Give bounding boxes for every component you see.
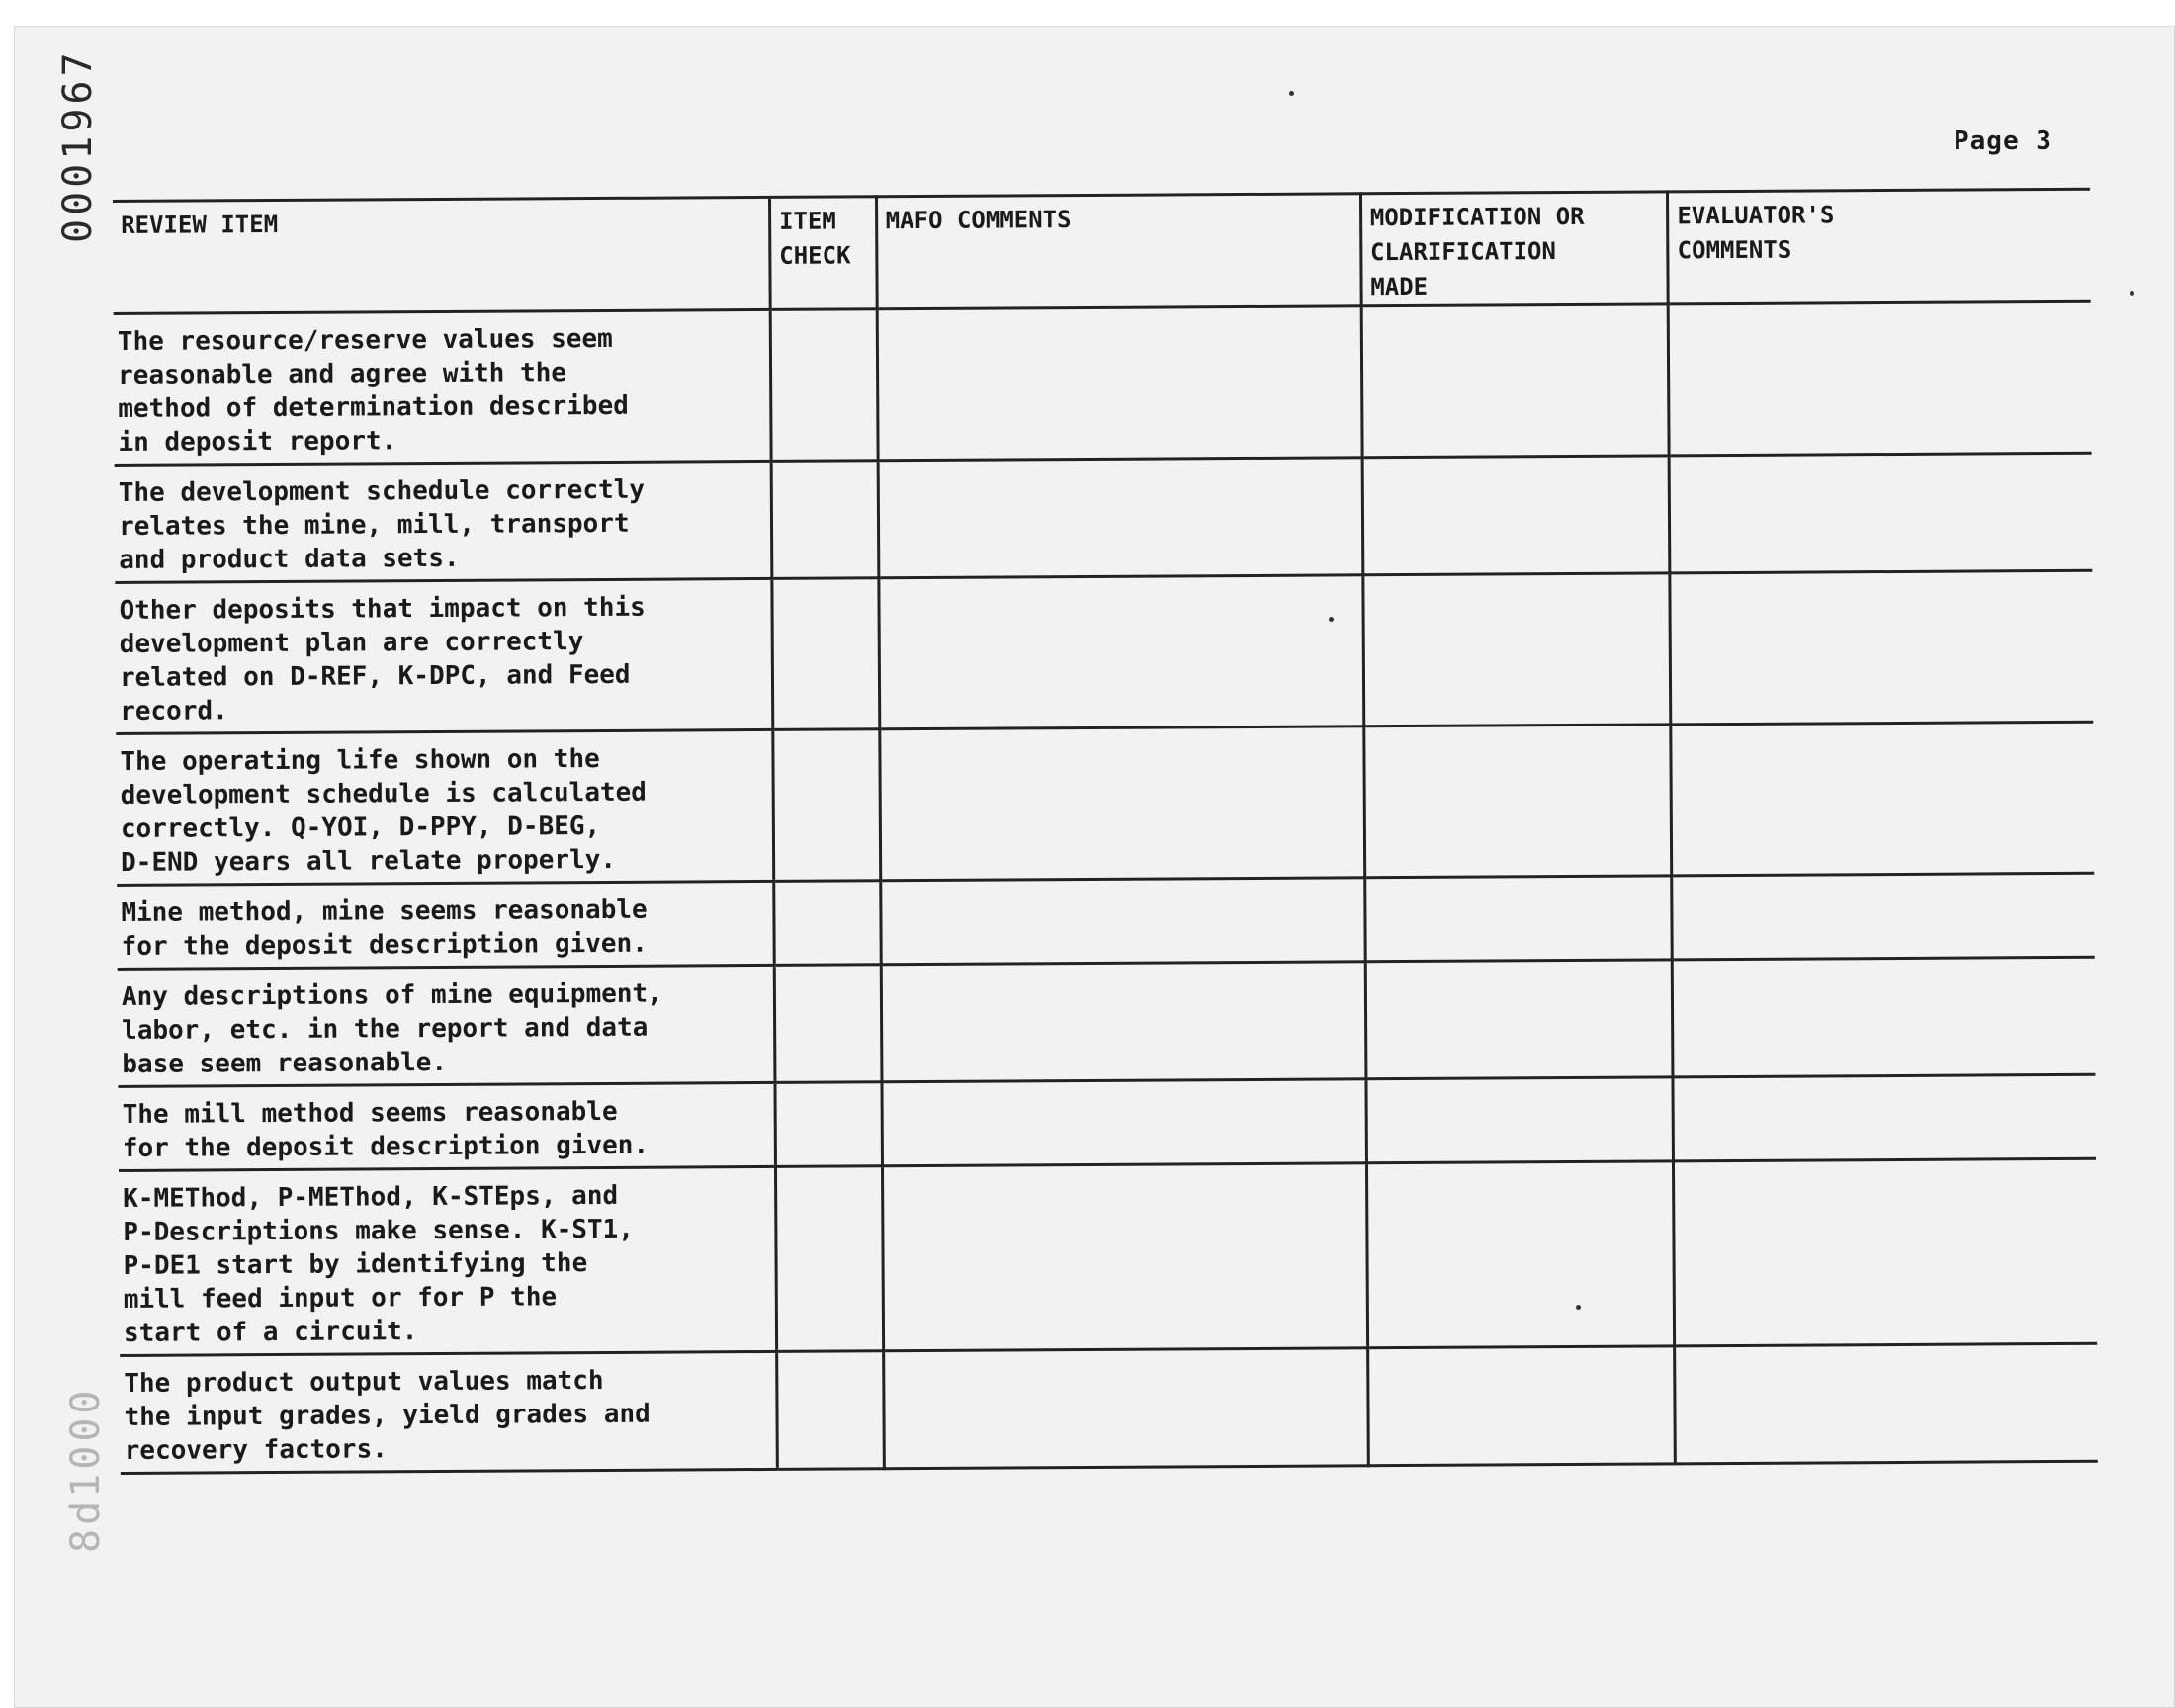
evaluator-comments-cell[interactable] bbox=[1673, 957, 2096, 1077]
item-check-cell[interactable] bbox=[771, 461, 878, 579]
document-page bbox=[14, 26, 2175, 1708]
mafo-comments-cell[interactable] bbox=[878, 575, 1363, 729]
table-row bbox=[118, 957, 2096, 1086]
table-row bbox=[118, 1074, 2095, 1170]
item-check-cell[interactable] bbox=[775, 1166, 883, 1352]
modification-cell[interactable] bbox=[1366, 1161, 1675, 1348]
table-row bbox=[119, 1158, 2097, 1355]
item-check-cell[interactable] bbox=[777, 1351, 884, 1470]
side-stamp-number: 0001967 bbox=[55, 48, 101, 243]
item-check-cell[interactable] bbox=[772, 578, 880, 730]
review-item-cell: Mine method, mine seems reasonable for the deposit description given. bbox=[117, 881, 774, 969]
review-item-cell: The product output values match the input grades, yield grades and recovery factors. bbox=[120, 1351, 777, 1473]
mafo-comments-cell[interactable] bbox=[883, 1348, 1368, 1469]
evaluator-comments-cell[interactable] bbox=[1675, 1343, 2098, 1464]
evaluator-comments-cell[interactable] bbox=[1674, 1158, 2097, 1346]
modification-cell[interactable] bbox=[1366, 1077, 1674, 1163]
mafo-comments-cell[interactable] bbox=[881, 1079, 1366, 1166]
item-check-cell[interactable] bbox=[773, 729, 881, 882]
evaluator-comments-cell[interactable] bbox=[1670, 570, 2093, 725]
modification-cell[interactable] bbox=[1365, 960, 1673, 1079]
evaluator-comments-cell[interactable] bbox=[1673, 1074, 2096, 1161]
review-item-cell: The operating life shown on the development schedule is calculated correctly. Q-YOI, D-PPY, D-BEG, D-END years all relate properly. bbox=[116, 729, 773, 885]
table-row bbox=[120, 1343, 2098, 1473]
modification-cell[interactable] bbox=[1363, 573, 1672, 726]
speck-mark bbox=[2130, 291, 2134, 296]
evaluator-comments-cell[interactable] bbox=[1669, 453, 2092, 573]
mafo-comments-cell[interactable] bbox=[880, 878, 1365, 965]
item-check-cell[interactable] bbox=[774, 965, 881, 1083]
header-modification: MODIFICATION OR CLARIFICATION MADE bbox=[1360, 192, 1668, 306]
table-row bbox=[114, 301, 2092, 465]
review-item-cell: Any descriptions of mine equipment, labor, etc. in the report and data base seem reasonable. bbox=[118, 965, 775, 1086]
header-mafo-comments: MAFO COMMENTS bbox=[876, 194, 1361, 309]
review-item-cell: Other deposits that impact on this development plan are correctly related on D-REF, K-DPC, and Feed record. bbox=[115, 578, 772, 733]
item-check-cell[interactable] bbox=[774, 881, 881, 966]
review-item-cell: The development schedule correctly relates the mine, mill, transport and product data sets. bbox=[115, 461, 772, 582]
mafo-comments-cell[interactable] bbox=[879, 726, 1364, 881]
review-table bbox=[113, 188, 2098, 1475]
header-row bbox=[113, 189, 2091, 313]
mafo-comments-cell[interactable] bbox=[882, 1163, 1367, 1351]
item-check-cell[interactable] bbox=[770, 309, 878, 462]
table-row bbox=[115, 570, 2093, 733]
item-check-cell[interactable] bbox=[775, 1082, 882, 1167]
evaluator-comments-cell[interactable] bbox=[1672, 873, 2095, 960]
mafo-comments-cell[interactable] bbox=[877, 306, 1362, 461]
header-evaluator-comments: EVALUATOR'S COMMENTS bbox=[1668, 189, 2091, 304]
speck-mark bbox=[1289, 91, 1294, 96]
header-review-item: REVIEW ITEM bbox=[113, 197, 770, 313]
mafo-comments-cell[interactable] bbox=[881, 962, 1366, 1082]
table-row bbox=[116, 722, 2094, 885]
review-item-cell: K-METhod, P-METhod, K-STEps, and P-Descriptions make sense. K-ST1, P-DE1 start by identifying the mill feed input or for P the start of a circuit. bbox=[119, 1166, 777, 1355]
faint-stamp-number: 8d1000 bbox=[63, 1386, 109, 1553]
review-item-cell: The resource/reserve values seem reasonable and agree with the method of determination described in deposit report. bbox=[114, 309, 771, 465]
modification-cell[interactable] bbox=[1361, 304, 1670, 458]
table-row bbox=[117, 873, 2094, 969]
modification-cell[interactable] bbox=[1367, 1346, 1675, 1466]
evaluator-comments-cell[interactable] bbox=[1671, 722, 2094, 876]
modification-cell[interactable] bbox=[1363, 725, 1672, 878]
modification-cell[interactable] bbox=[1362, 456, 1670, 575]
modification-cell[interactable] bbox=[1364, 876, 1672, 962]
review-item-cell: The mill method seems reasonable for the deposit description given. bbox=[118, 1082, 775, 1170]
evaluator-comments-cell[interactable] bbox=[1668, 301, 2091, 456]
mafo-comments-cell[interactable] bbox=[878, 458, 1363, 578]
page-number: Page 3 bbox=[1954, 127, 2052, 156]
header-item-check: ITEM CHECK bbox=[769, 197, 876, 310]
table-row bbox=[115, 453, 2093, 582]
